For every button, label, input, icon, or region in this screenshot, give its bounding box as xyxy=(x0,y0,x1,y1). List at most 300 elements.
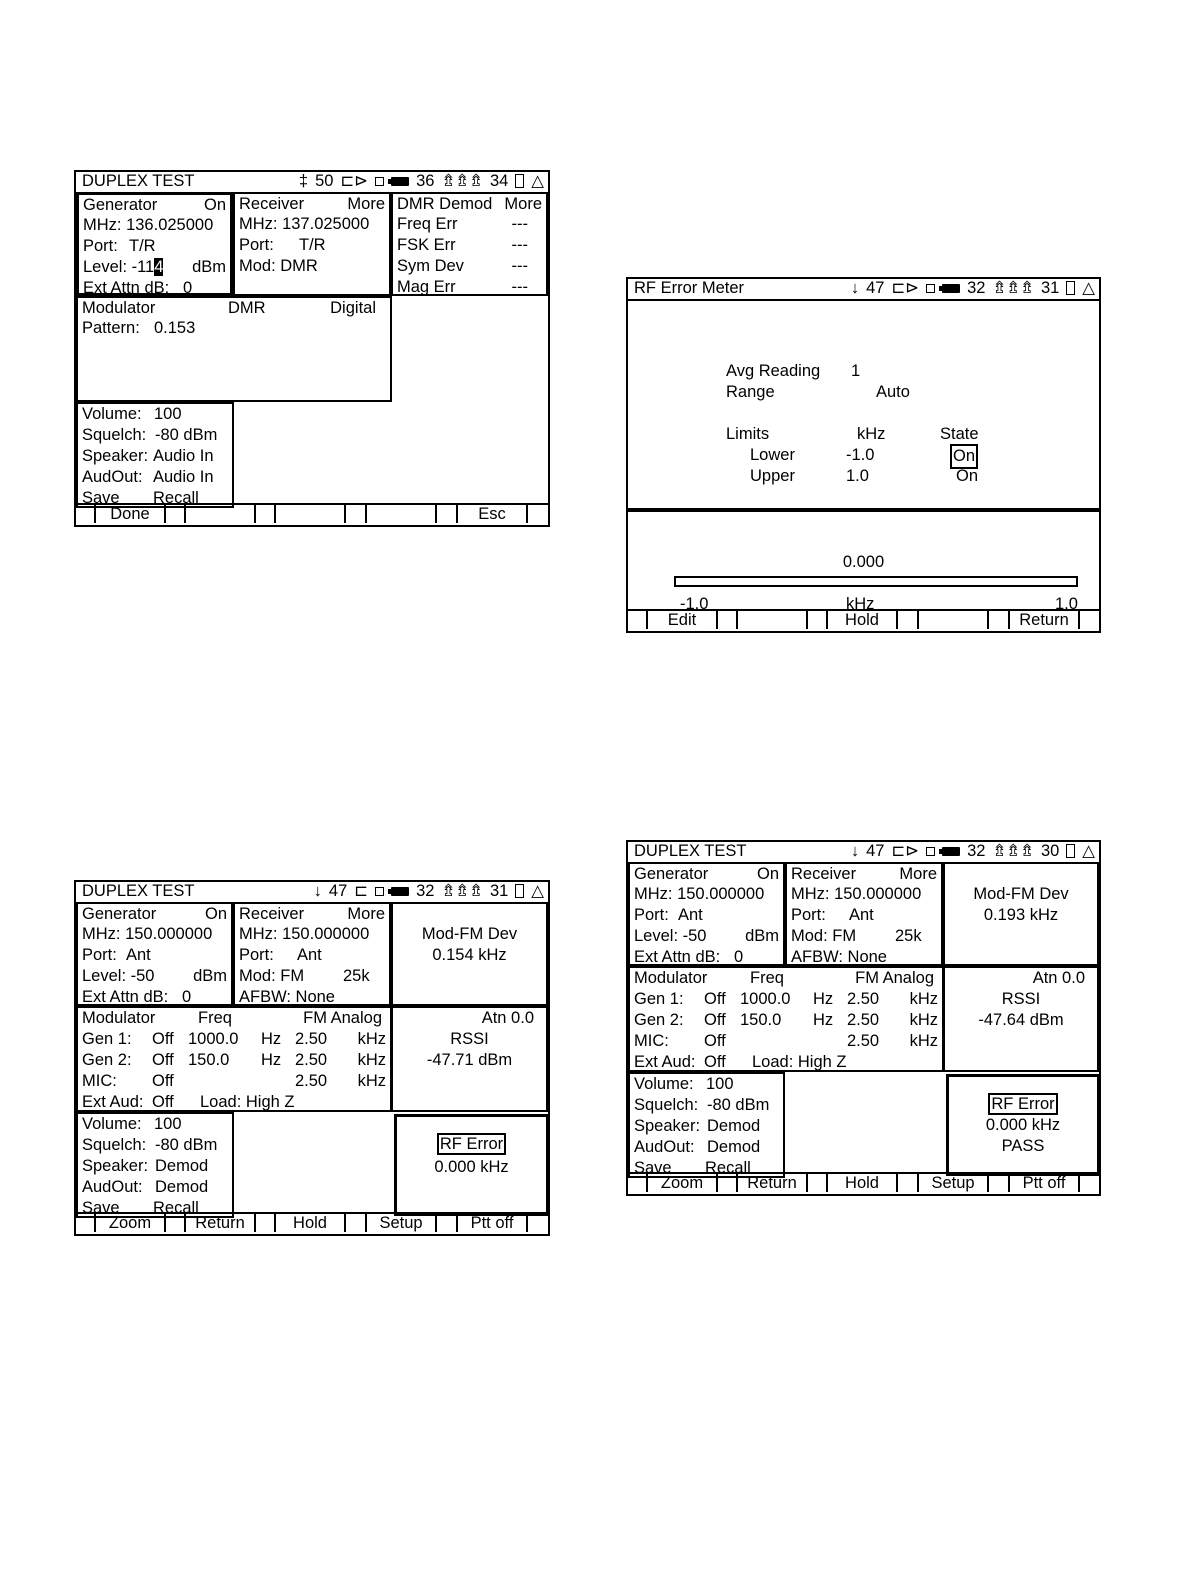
gen1-row[interactable] xyxy=(634,989,938,1010)
lower-state[interactable]: On xyxy=(950,444,978,469)
settings-pane xyxy=(628,299,1099,510)
volume-row[interactable] xyxy=(82,1114,228,1135)
generator-pane[interactable] xyxy=(76,192,233,296)
title-bar xyxy=(76,882,548,904)
audio-pane[interactable] xyxy=(76,1112,234,1218)
meter-label: RSSI xyxy=(1001,990,1041,1008)
audout-label: AudOut: xyxy=(634,1138,695,1156)
meter-rf-error[interactable] xyxy=(394,1114,549,1216)
temperature-value: 34 xyxy=(489,172,509,190)
port-label: Port: xyxy=(239,946,274,964)
softkey-4[interactable] xyxy=(917,611,989,629)
level-unit: dBm xyxy=(192,258,226,276)
ext-attn-value[interactable]: 0 xyxy=(734,948,744,966)
freq-column-label: Freq xyxy=(198,1009,232,1027)
ext-attn-label: Ext Attn dB: xyxy=(83,279,170,297)
demod-row xyxy=(397,235,542,256)
meter-rssi[interactable] xyxy=(391,1006,548,1112)
receiver-header xyxy=(239,904,385,925)
meter-scale xyxy=(674,576,1078,587)
mod-value[interactable]: Mod: FM xyxy=(791,927,857,945)
modulator-label: Modulator xyxy=(82,1009,156,1027)
volume-label: Volume: xyxy=(82,405,142,423)
meter-max: 1.0 xyxy=(1055,595,1078,613)
screen-title: DUPLEX TEST xyxy=(82,172,195,190)
audout-value[interactable]: Demod xyxy=(707,1138,761,1156)
title-bar xyxy=(76,172,548,194)
load-value[interactable]: Load: High Z xyxy=(200,1093,295,1111)
temperature-icon: ⇯⇯⇯ xyxy=(441,172,483,190)
range-value[interactable]: Auto xyxy=(876,383,910,401)
freq-column-label: Freq xyxy=(750,969,784,987)
generator-level[interactable] xyxy=(83,257,226,278)
softkey-return[interactable]: Return xyxy=(184,1214,256,1232)
gen-dev[interactable]: 2.50 xyxy=(295,1051,328,1069)
gen-dev[interactable]: 2.50 xyxy=(295,1072,328,1090)
receiver-port[interactable] xyxy=(791,905,937,926)
battery-icon xyxy=(391,177,409,186)
softkey-3[interactable]: Hold xyxy=(826,611,898,629)
softkey-1[interactable]: Done xyxy=(94,505,166,523)
volume-value[interactable]: 100 xyxy=(706,1075,734,1093)
receiver-header xyxy=(791,864,937,885)
title-bar xyxy=(628,842,1099,864)
generator-state[interactable]: On xyxy=(203,196,226,214)
generator-pane[interactable] xyxy=(76,902,233,1006)
modulator-label: Modulator xyxy=(634,969,708,987)
square-icon xyxy=(926,284,935,293)
meter-rf-error[interactable] xyxy=(946,1074,1100,1176)
upper-label: Upper xyxy=(750,467,795,485)
speaker-value[interactable]: Demod xyxy=(707,1117,761,1135)
receiver-more[interactable]: More xyxy=(899,865,937,883)
avg-reading-value[interactable]: 1 xyxy=(851,362,861,380)
mic-row[interactable] xyxy=(634,1031,938,1052)
warning-icon: △ xyxy=(1082,842,1095,860)
meter-rssi[interactable] xyxy=(943,966,1099,1072)
softkey-2[interactable] xyxy=(184,505,256,523)
port-label: Port: xyxy=(83,237,118,255)
ext-aud-label: Ext Aud: xyxy=(634,1053,696,1071)
softkey-ptt-off[interactable]: Ptt off xyxy=(1008,1174,1080,1192)
box-icon xyxy=(1066,281,1075,295)
bandwidth-value[interactable]: 25k xyxy=(895,927,922,945)
squelch-label: Squelch: xyxy=(634,1096,699,1114)
demod-row xyxy=(397,214,542,235)
softkey-1[interactable]: Edit xyxy=(646,611,718,629)
lower-label: Lower xyxy=(750,446,795,464)
recall-button[interactable]: Recall xyxy=(153,489,199,507)
squelch-value[interactable]: -80 dBm xyxy=(155,426,218,444)
audout-row[interactable] xyxy=(634,1137,779,1158)
hz-unit: Hz xyxy=(813,1011,834,1029)
status-bar xyxy=(299,171,544,192)
level-unit: dBm xyxy=(745,927,779,945)
level-label: Level: -11 xyxy=(83,258,155,276)
generator-freq[interactable]: MHz: 150.000000 xyxy=(634,885,765,903)
upper-value[interactable]: 1.0 xyxy=(846,467,869,485)
gen-state[interactable]: Off xyxy=(152,1072,174,1090)
upper-state[interactable]: On xyxy=(956,467,979,485)
receiver-afbw[interactable]: AFBW: None xyxy=(791,948,887,966)
gen-state[interactable]: Off xyxy=(152,1051,174,1069)
receiver-afbw[interactable]: AFBW: None xyxy=(239,988,335,1006)
port-label: Port: xyxy=(634,906,669,924)
screen-title: DUPLEX TEST xyxy=(634,842,747,860)
softkey-bar xyxy=(76,503,548,525)
modulator-mode[interactable]: FM Analog xyxy=(855,969,934,987)
meter-value: -47.64 dBm xyxy=(978,1011,1064,1029)
atn-value: Atn 0.0 xyxy=(481,1009,534,1027)
softkey-zoom[interactable]: Zoom xyxy=(94,1214,166,1232)
speaker-label: Speaker: xyxy=(634,1117,701,1135)
receiver-port[interactable] xyxy=(239,235,385,256)
audout-row[interactable] xyxy=(82,467,228,488)
range-label: Range xyxy=(726,383,775,401)
gen-name: MIC: xyxy=(634,1032,669,1050)
modulator-mode[interactable]: Digital xyxy=(330,299,376,317)
bandwidth-value[interactable]: 25k xyxy=(343,967,370,985)
generator-port[interactable] xyxy=(634,905,779,926)
status-bar xyxy=(851,841,1095,862)
speaker-label: Speaker: xyxy=(82,1157,149,1175)
box-icon xyxy=(515,884,524,898)
recall-button[interactable]: Recall xyxy=(705,1159,751,1177)
hz-unit: Hz xyxy=(261,1030,282,1048)
generator-ext-attn[interactable] xyxy=(634,947,779,968)
save-button[interactable]: Save xyxy=(82,1199,120,1217)
meter-label: Mod-FM Dev xyxy=(973,885,1069,903)
meter-label: RF Error xyxy=(437,1133,506,1155)
softkey-setup[interactable]: Setup xyxy=(365,1214,437,1232)
rx-arrow-icon: ↓ xyxy=(313,882,322,900)
generator-label: Generator xyxy=(83,196,158,214)
speaker-value[interactable]: Demod xyxy=(155,1157,209,1175)
meter-min: -1.0 xyxy=(680,595,709,613)
port-value[interactable]: Ant xyxy=(126,946,151,964)
title-bar xyxy=(628,279,1099,301)
square-icon xyxy=(375,177,384,186)
gen1-row[interactable] xyxy=(82,1029,386,1050)
rx-level: 47 xyxy=(328,882,348,900)
khz-unit: kHz xyxy=(909,1032,938,1050)
meter-label: RF Error xyxy=(988,1093,1057,1115)
state-column-label: State xyxy=(940,425,979,443)
speaker-label: Speaker: xyxy=(82,447,149,465)
port-value[interactable]: Ant xyxy=(849,906,874,924)
port-value[interactable]: Ant xyxy=(297,946,322,964)
generator-port[interactable] xyxy=(82,945,227,966)
temperature-value: 30 xyxy=(1040,842,1060,860)
warning-icon: △ xyxy=(1082,279,1095,297)
receiver-port[interactable] xyxy=(239,945,385,966)
ext-attn-label: Ext Attn dB: xyxy=(634,948,721,966)
battery-icon xyxy=(942,847,960,856)
connector-icon: ⊏⊳ xyxy=(891,279,920,297)
battery-level: 32 xyxy=(967,279,986,297)
meter-unit: kHz xyxy=(846,595,875,613)
receiver-label: Receiver xyxy=(791,865,857,883)
box-icon xyxy=(515,174,524,188)
audio-pane[interactable] xyxy=(628,1072,785,1178)
port-label: Port: xyxy=(82,946,117,964)
volume-value[interactable]: 100 xyxy=(154,1115,182,1133)
generator-header xyxy=(634,864,779,885)
generator-pane[interactable] xyxy=(628,862,785,966)
volume-label: Volume: xyxy=(634,1075,694,1093)
gen-name: Gen 2: xyxy=(82,1051,132,1069)
meter-mod-fm-dev[interactable] xyxy=(391,902,548,1006)
softkey-bar xyxy=(628,609,1099,631)
receiver-label: Receiver xyxy=(239,905,305,923)
freq-err-value: --- xyxy=(511,215,528,233)
receiver-freq[interactable]: MHz: 150.000000 xyxy=(791,885,922,903)
port-value[interactable]: T/R xyxy=(129,237,156,255)
generator-state[interactable]: On xyxy=(756,865,779,883)
gen-name: Gen 1: xyxy=(634,990,684,1008)
gen-freq[interactable]: 150.0 xyxy=(188,1051,230,1069)
box-icon xyxy=(1066,844,1075,858)
modulator-label: Modulator xyxy=(82,299,156,317)
limits-label: Limits xyxy=(726,425,770,443)
meter-mod-fm-dev[interactable] xyxy=(943,862,1099,966)
receiver-mod[interactable]: Mod: DMR xyxy=(239,257,318,275)
speaker-row[interactable] xyxy=(82,1156,228,1177)
receiver-label: Receiver xyxy=(239,195,305,213)
gen-state[interactable]: Off xyxy=(704,990,726,1008)
meter-label: Mod-FM Dev xyxy=(421,925,518,943)
meter-pane xyxy=(628,510,1099,613)
receiver-freq[interactable]: MHz: 137.025000 xyxy=(239,215,370,233)
demod-row xyxy=(397,256,542,277)
generator-level[interactable] xyxy=(634,926,779,947)
receiver-more[interactable]: More xyxy=(347,195,385,213)
status-bar xyxy=(314,881,544,902)
rx-arrow-icon: ‡ xyxy=(298,172,309,190)
receiver-mod[interactable] xyxy=(239,966,385,987)
mag-err-label: Mag Err xyxy=(397,278,456,296)
screen-duplex-test-fm-pass xyxy=(626,840,1101,1196)
rx-arrow-icon: ↓ xyxy=(850,279,860,297)
generator-state[interactable]: On xyxy=(204,905,227,923)
audout-value[interactable]: Demod xyxy=(155,1178,209,1196)
receiver-pane[interactable] xyxy=(233,902,391,1006)
gen-dev[interactable]: 2.50 xyxy=(847,1032,880,1050)
receiver-pane[interactable] xyxy=(233,192,391,296)
ext-aud-label: Ext Aud: xyxy=(82,1093,144,1111)
demod-row xyxy=(397,277,542,298)
softkey-setup[interactable]: Setup xyxy=(917,1174,989,1192)
battery-level: 32 xyxy=(967,842,986,860)
ext-attn-value[interactable]: 0 xyxy=(183,279,193,297)
volume-row[interactable] xyxy=(634,1074,779,1095)
connector-icon: ⊏ xyxy=(354,882,369,900)
screen-duplex-test-fm xyxy=(74,880,550,1236)
ext-aud-state[interactable]: Off xyxy=(704,1053,726,1071)
modulator-mode[interactable]: FM Analog xyxy=(303,1009,382,1027)
softkey-ptt-off[interactable]: Ptt off xyxy=(456,1214,528,1232)
pattern-label: Pattern: xyxy=(82,319,140,337)
generator-header xyxy=(83,195,226,216)
lower-value[interactable]: -1.0 xyxy=(846,446,875,464)
pattern-value[interactable]: 0.153 xyxy=(154,319,196,337)
khz-unit: kHz xyxy=(357,1030,386,1048)
level-value[interactable]: Level: -50 xyxy=(634,927,707,945)
meter-value: 0.193 kHz xyxy=(983,906,1059,924)
temperature-value: 31 xyxy=(489,882,509,900)
modulator-pane[interactable] xyxy=(628,966,944,1072)
generator-label: Generator xyxy=(634,865,709,883)
gen-name: MIC: xyxy=(82,1072,117,1090)
gen2-row[interactable] xyxy=(82,1050,386,1071)
receiver-mod[interactable] xyxy=(791,926,937,947)
fsk-err-label: FSK Err xyxy=(397,236,456,254)
squelch-value[interactable]: -80 dBm xyxy=(155,1136,218,1154)
demod-more[interactable]: More xyxy=(504,195,542,213)
load-value[interactable]: Load: High Z xyxy=(752,1053,847,1071)
modulator-type[interactable]: DMR xyxy=(228,299,266,317)
level-value[interactable]: Level: -50 xyxy=(82,967,155,985)
gen-name: Gen 2: xyxy=(634,1011,684,1029)
battery-level: 36 xyxy=(416,172,435,190)
gen-freq[interactable]: 150.0 xyxy=(740,1011,782,1029)
save-button[interactable]: Save xyxy=(634,1159,672,1177)
level-cursor[interactable]: 4 xyxy=(154,258,164,276)
gen-dev[interactable]: 2.50 xyxy=(847,1011,880,1029)
battery-icon xyxy=(942,284,960,293)
recall-button[interactable]: Recall xyxy=(153,1199,199,1217)
temperature-icon: ⇯⇯⇯ xyxy=(992,842,1034,860)
squelch-value[interactable]: -80 dBm xyxy=(707,1096,770,1114)
avg-reading-label: Avg Reading xyxy=(726,362,821,380)
port-value[interactable]: T/R xyxy=(299,236,326,254)
modulator-pattern[interactable] xyxy=(82,318,386,339)
battery-level: 32 xyxy=(416,882,435,900)
generator-port[interactable] xyxy=(83,236,226,257)
volume-row[interactable] xyxy=(82,404,228,425)
temperature-icon: ⇯⇯⇯ xyxy=(441,882,483,900)
khz-unit: kHz xyxy=(909,1011,938,1029)
ext-aud-state[interactable]: Off xyxy=(152,1093,174,1111)
generator-ext-attn[interactable] xyxy=(82,987,227,1008)
level-unit: dBm xyxy=(193,967,227,985)
meter-value: 0.154 kHz xyxy=(432,946,507,964)
temperature-icon: ⇯⇯⇯ xyxy=(992,279,1034,297)
modulator-header xyxy=(82,1008,386,1029)
softkey-return[interactable]: Return xyxy=(736,1174,808,1192)
modulator-pane[interactable] xyxy=(76,1006,392,1112)
squelch-row[interactable] xyxy=(82,1135,228,1156)
generator-level[interactable] xyxy=(82,966,227,987)
khz-column-label: kHz xyxy=(857,425,886,443)
modulator-header xyxy=(82,298,386,319)
port-value[interactable]: Ant xyxy=(678,906,703,924)
audout-value[interactable]: Audio In xyxy=(153,468,214,486)
softkey-5[interactable]: Esc xyxy=(456,505,528,523)
square-icon xyxy=(375,887,384,896)
meter-value: 0.000 kHz xyxy=(434,1158,509,1176)
softkey-zoom[interactable]: Zoom xyxy=(646,1174,718,1192)
mic-row[interactable] xyxy=(82,1071,386,1092)
gen-dev[interactable]: 2.50 xyxy=(847,990,880,1008)
demod-header xyxy=(397,194,542,215)
generator-freq[interactable]: MHz: 136.025000 xyxy=(83,216,214,234)
receiver-header xyxy=(239,194,385,215)
gen2-row[interactable] xyxy=(634,1010,938,1031)
squelch-label: Squelch: xyxy=(82,426,147,444)
receiver-freq[interactable]: MHz: 150.000000 xyxy=(239,925,370,943)
rx-level: 47 xyxy=(866,842,885,860)
meter-label: RSSI xyxy=(450,1030,489,1048)
ext-attn-value[interactable]: 0 xyxy=(182,988,192,1006)
screen-duplex-test-dmr xyxy=(74,170,550,527)
speaker-value[interactable]: Audio In xyxy=(153,447,214,465)
receiver-pane[interactable] xyxy=(785,862,943,966)
meter-value: -47.71 dBm xyxy=(426,1051,513,1069)
warning-icon: △ xyxy=(531,882,544,900)
freq-err-label: Freq Err xyxy=(397,215,458,233)
screen-title: RF Error Meter xyxy=(634,279,745,297)
audout-label: AudOut: xyxy=(82,1178,143,1196)
audio-pane[interactable] xyxy=(76,402,234,508)
rx-level: 47 xyxy=(866,279,885,297)
port-label: Port: xyxy=(791,906,826,924)
speaker-row[interactable] xyxy=(82,446,228,467)
modulator-pane[interactable] xyxy=(76,296,392,402)
mod-value[interactable]: Mod: FM xyxy=(239,967,305,985)
softkey-2[interactable] xyxy=(736,611,808,629)
gen-state[interactable]: Off xyxy=(704,1011,726,1029)
generator-freq[interactable]: MHz: 150.000000 xyxy=(82,925,213,943)
volume-value[interactable]: 100 xyxy=(154,405,182,423)
receiver-more[interactable]: More xyxy=(347,905,385,923)
dmr-demod-pane[interactable] xyxy=(391,192,548,296)
volume-label: Volume: xyxy=(82,1115,142,1133)
hz-unit: Hz xyxy=(261,1051,282,1069)
gen-name: Gen 1: xyxy=(82,1030,132,1048)
squelch-row[interactable] xyxy=(634,1095,779,1116)
ext-aud-row[interactable] xyxy=(634,1052,938,1073)
softkey-4[interactable] xyxy=(365,505,437,523)
softkey-bar xyxy=(76,1212,548,1234)
softkey-3[interactable] xyxy=(274,505,346,523)
demod-label: DMR Demod xyxy=(397,195,493,213)
sym-dev-value: --- xyxy=(511,257,528,275)
softkey-5[interactable]: Return xyxy=(1008,611,1080,629)
khz-unit: kHz xyxy=(357,1051,386,1069)
ext-aud-row[interactable] xyxy=(82,1092,386,1113)
audout-row[interactable] xyxy=(82,1177,228,1198)
screen-title: DUPLEX TEST xyxy=(82,882,195,900)
pass-status: PASS xyxy=(1001,1137,1045,1155)
gen-state[interactable]: Off xyxy=(704,1032,726,1050)
squelch-row[interactable] xyxy=(82,425,228,446)
gen-freq[interactable]: 1000.0 xyxy=(740,990,791,1008)
rx-arrow-icon: ↓ xyxy=(850,842,860,860)
softkey-hold[interactable]: Hold xyxy=(826,1174,898,1192)
meter-value: 0.000 xyxy=(842,553,885,571)
speaker-row[interactable] xyxy=(634,1116,779,1137)
gen-dev[interactable]: 2.50 xyxy=(295,1030,328,1048)
gen-state[interactable]: Off xyxy=(152,1030,174,1048)
khz-unit: kHz xyxy=(909,990,938,1008)
connector-icon: ⊏⊳ xyxy=(340,172,369,190)
softkey-hold[interactable]: Hold xyxy=(274,1214,346,1232)
save-button[interactable]: Save xyxy=(82,489,120,507)
generator-header xyxy=(82,904,227,925)
warning-icon: △ xyxy=(531,172,544,190)
gen-freq[interactable]: 1000.0 xyxy=(188,1030,239,1048)
